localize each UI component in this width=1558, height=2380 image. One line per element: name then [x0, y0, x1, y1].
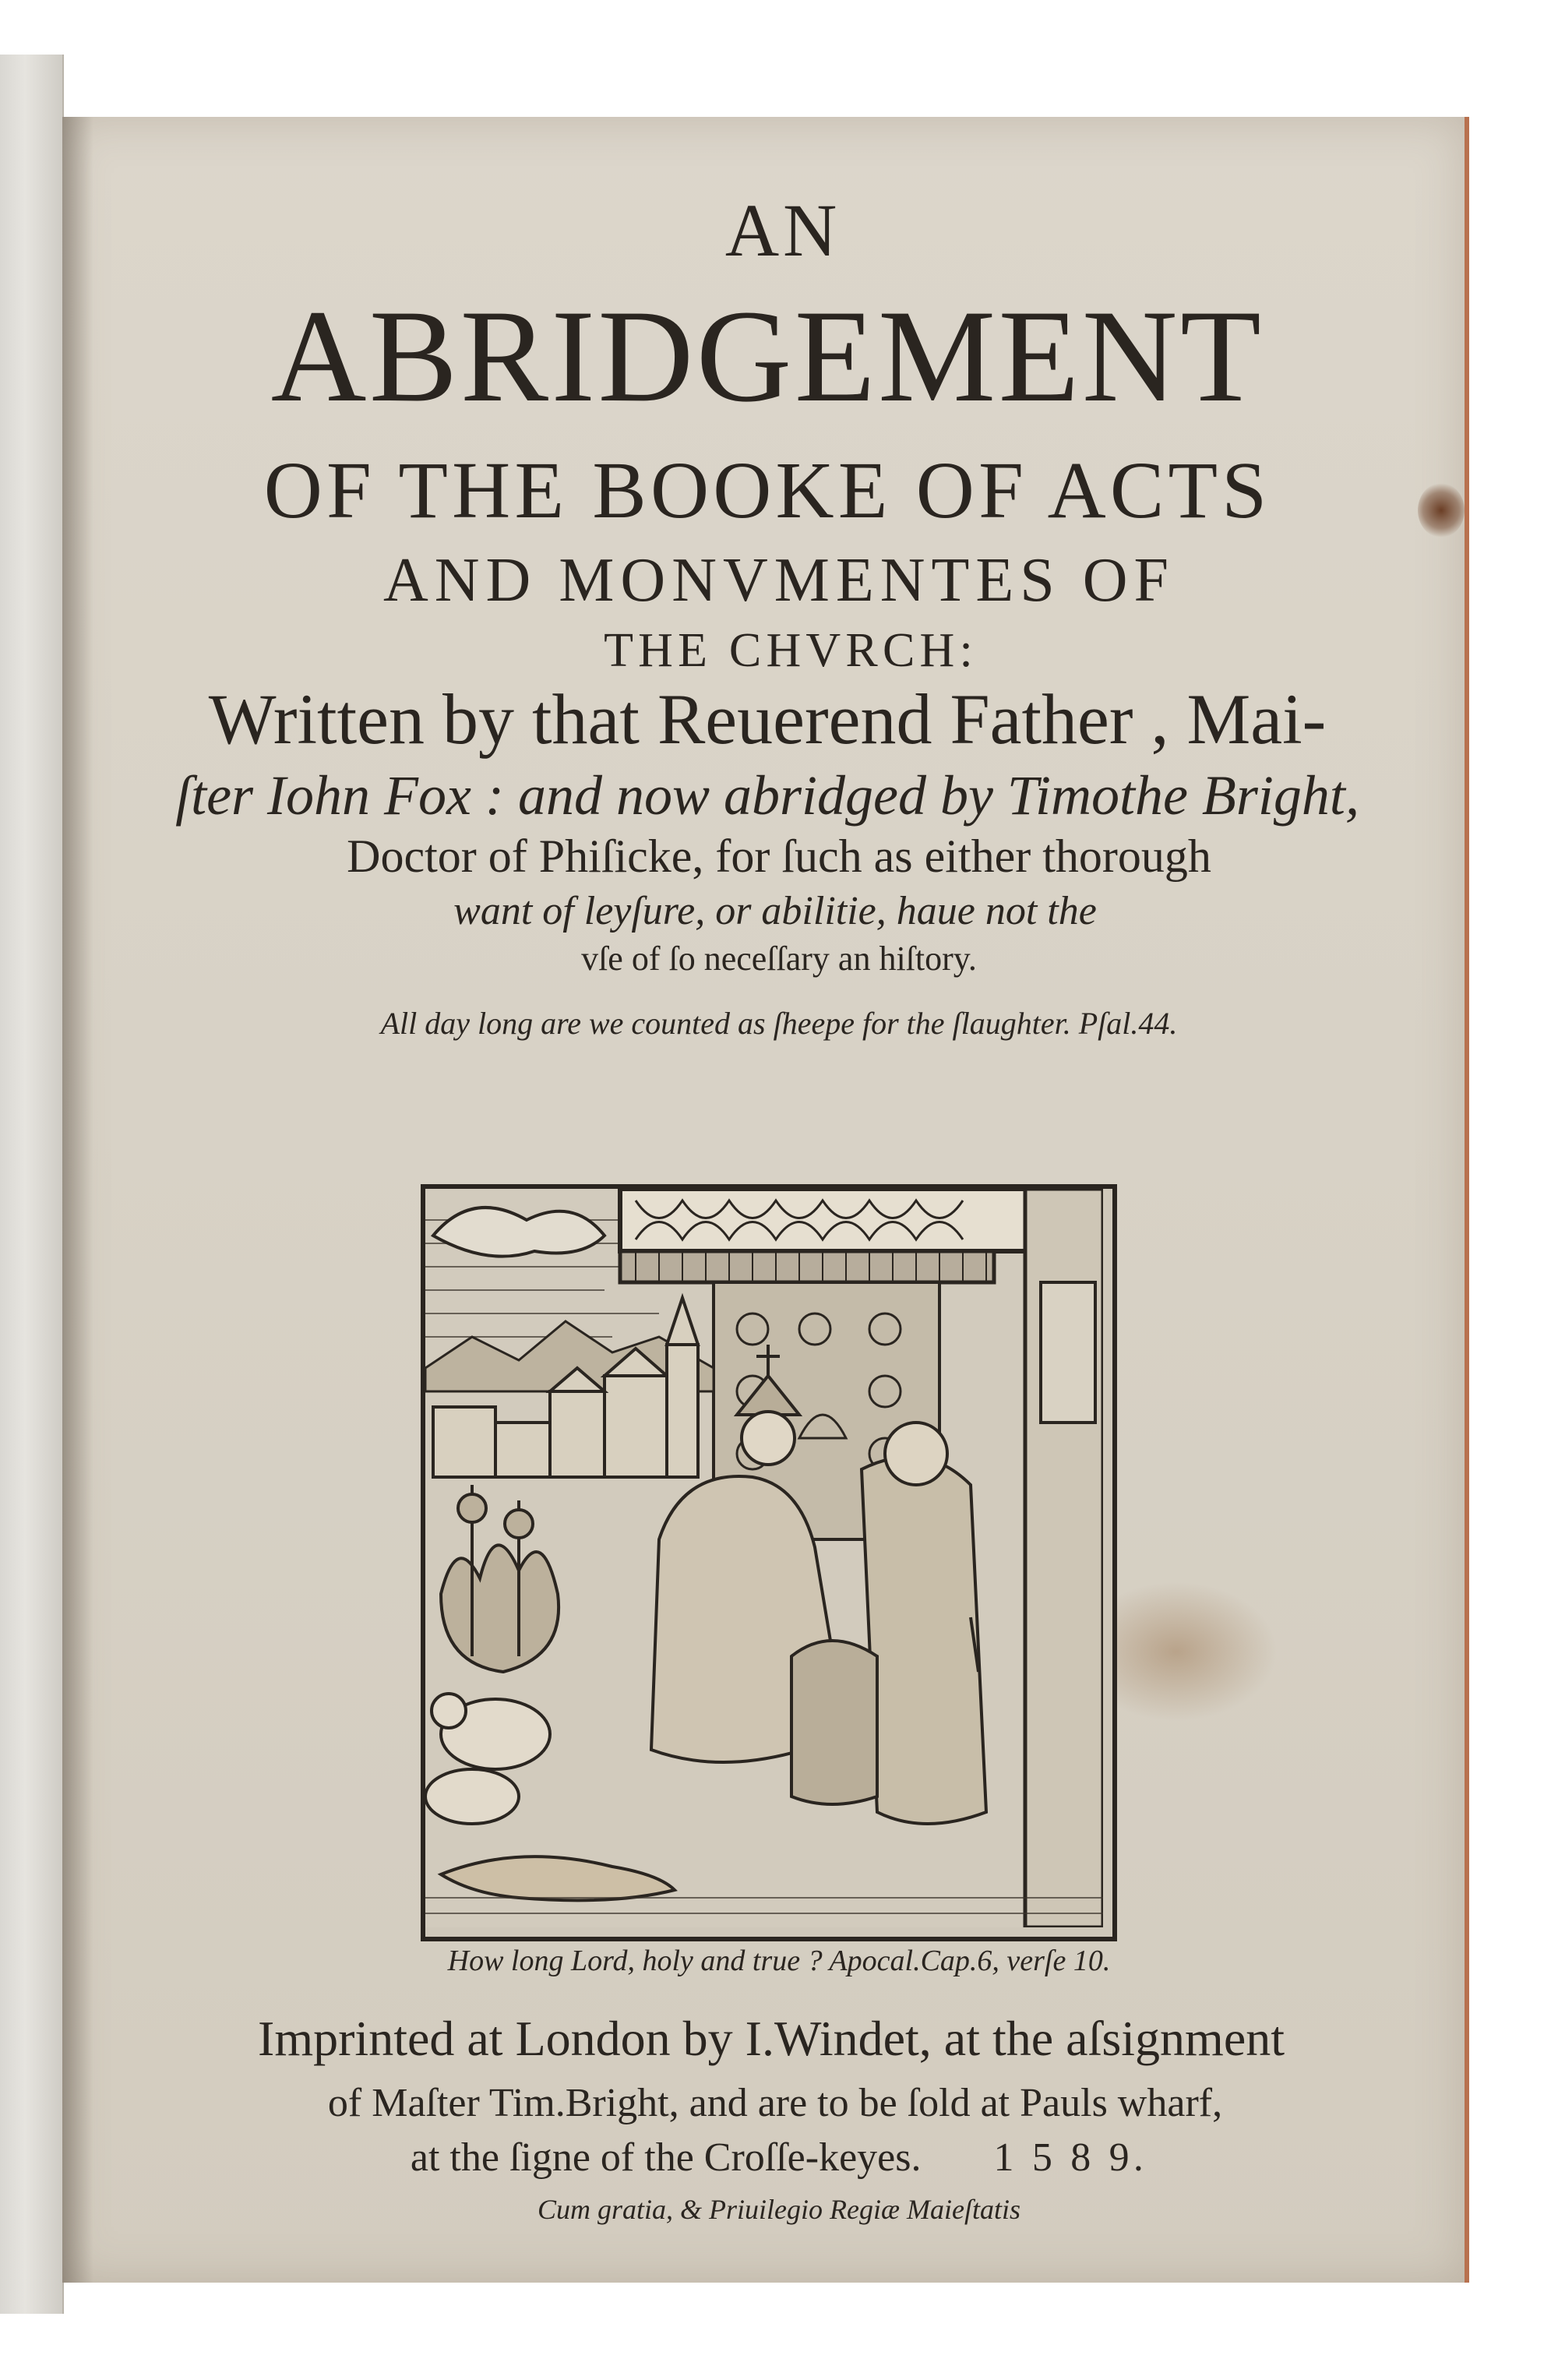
- title-an: AN: [724, 189, 841, 272]
- imprint-place: at the ſigne of the Croſſe-keyes.: [410, 2135, 922, 2180]
- epigraph: All day long are we counted as ſheepe for the ſlaughter. Pſal.44.: [380, 1006, 1178, 1041]
- woodcut-illustration: [421, 1184, 1117, 1941]
- author-line-1: Written by that Reuerend Father , Mai-: [208, 679, 1327, 759]
- imprint-line-2: of Maſter Tim.Bright, and are to be ſold at Pauls wharf,: [327, 2081, 1223, 2125]
- title-abridgement: ABRIDGEMENT: [270, 283, 1264, 429]
- woodcut-caption: How long Lord, holy and true ? Apocal.Cap.6, verſe 10.: [447, 1945, 1111, 1977]
- author-line-4: want of leyſure, or abilitie, haue not the: [453, 889, 1097, 933]
- author-line-2: ſter Iohn Fox : and now abridged by Timothe Bright,: [175, 764, 1359, 827]
- imprint-line-3: [78, 2135, 1480, 2181]
- title-page: [62, 117, 1469, 2283]
- title-booke-of-acts: OF THE BOOKE OF ACTS: [263, 446, 1271, 535]
- author-line-3: Doctor of Phiſicke, for ſuch as either thorough: [347, 830, 1211, 882]
- title-monumentes: AND MONVMENTES OF: [382, 546, 1176, 615]
- title-church: THE CHVRCH:: [604, 624, 978, 677]
- facing-page-edge: [0, 55, 64, 2314]
- author-line-5: vſe of ſo neceſſary an hiſtory.: [581, 940, 977, 978]
- privilege-line: Cum gratia, & Priuilegio Regiæ Maieſtatis: [538, 2194, 1020, 2225]
- imprint-line-1: Imprinted at London by I.Windet, at the aſsignment: [258, 2011, 1285, 2066]
- woodcut-scene: [425, 1189, 1103, 1927]
- imprint-year: 1 5 8 9.: [993, 2135, 1148, 2180]
- gutter-shadow: [62, 117, 93, 2283]
